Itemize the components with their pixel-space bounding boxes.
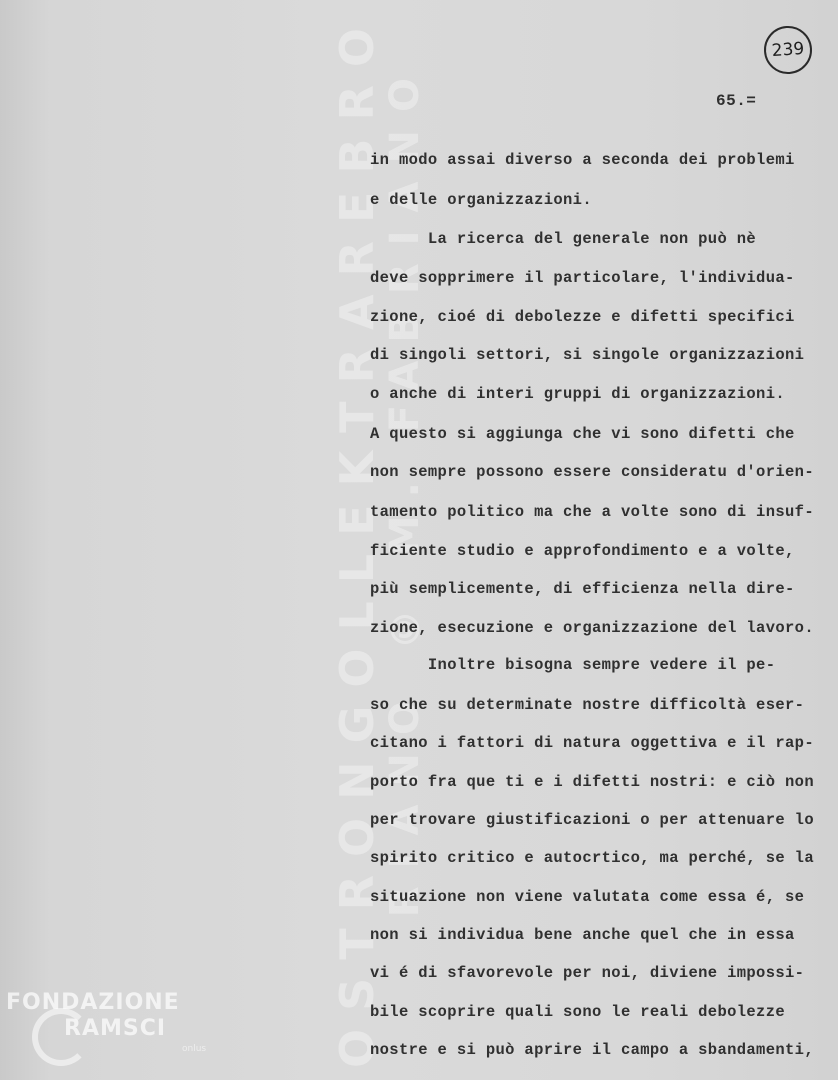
text-line: tamento politico ma che a volte sono di insuf- [370,503,814,521]
text-line: non si individua bene anche quel che in essa [370,926,795,944]
text-line: deve sopprimere il particolare, l'individua- [370,269,795,287]
text-line: più semplicemente, di efficienza nella dire- [370,580,795,598]
text-line: o anche di interi gruppi di organizzazioni. [370,385,786,403]
text-line: zione, esecuzione e organizzazione del lavoro. [370,619,814,637]
page-stamp: 239 [762,24,813,75]
fondazione-gramsci-logo [2,990,242,1070]
text-line: ficiente studio e approfondimento e a volte, [370,542,795,560]
text-line: per trovare giustificazioni o per attenuare lo [370,811,814,829]
text-line: bile scoprire quali sono le reali debolezze [370,1003,786,1021]
text-line: porto fra que ti e i difetti nostri: e ciò non [370,773,814,791]
text-line: nostre e si può aprire il campo a sbandamenti, [370,1041,814,1059]
text-line: zione, cioé di debolezze e difetti specifici [370,308,795,326]
text-line: situazione non viene valutata come essa é, se [370,888,805,906]
text-line: so che su determinate nostre difficoltà eser- [370,696,805,714]
logo-suffix: onlus [182,1044,207,1054]
watermark-text-1: OSTRONGOLLEKTRAREBRO [330,10,384,1069]
logo-text-line1: FONDAZIONE [6,990,180,1015]
text-line: e delle organizzazioni. [370,191,592,209]
text-line: La ricerca del generale non può nè [370,230,757,248]
text-line: in modo assai diverso a seconda dei problemi [370,151,795,169]
text-line: vi é di sfavorevole per noi, diviene impossi- [370,964,805,982]
text-line: citano i fattori di natura oggettiva e il rap- [370,734,814,752]
watermark-text-2: RIANO © M. FABRIANO [382,60,428,918]
text-line: non sempre possono essere consideratu d'orien- [370,463,814,481]
page-number: 65.= [716,92,757,110]
text-line: spirito critico e autocrtico, ma perché, se la [370,849,814,867]
text-line: di singoli settori, si singole organizzazioni [370,346,805,364]
text-line: Inoltre bisogna sempre vedere il pe- [370,656,776,674]
text-line: A questo si aggiunga che vi sono difetti che [370,425,795,443]
logo-text-line2: RAMSCI [64,1016,167,1041]
